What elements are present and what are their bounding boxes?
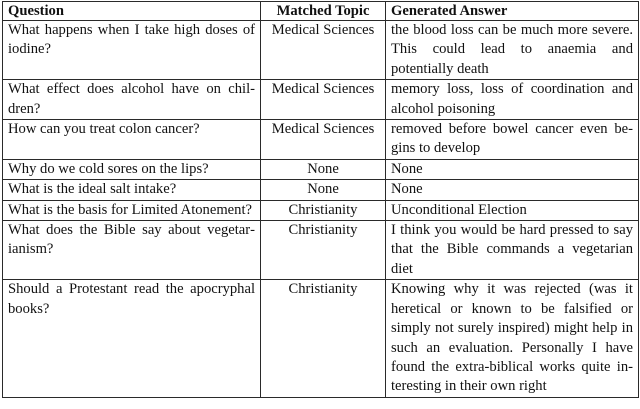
question-cell: What is the basis for Limited Atonement? xyxy=(3,200,261,220)
topic-cell: Medical Sciences xyxy=(261,120,386,160)
table-row xyxy=(3,21,639,80)
header-generated-answer: Generated Answer xyxy=(386,2,639,21)
question-cell: What is the ideal salt intake? xyxy=(3,180,261,200)
answer-cell: Knowing why it was rejected (was it heretical or known to be falsified or simply not surely inspired) might help in such an evaluation. Personally I have found the extra-biblical works quite interesting in their own right xyxy=(386,280,639,397)
table-row xyxy=(3,159,639,179)
topic-cell: Medical Sciences xyxy=(261,21,386,80)
table-row xyxy=(3,280,639,397)
topic-cell: None xyxy=(261,180,386,200)
answer-cell: removed before bowel cancer even begins to develop xyxy=(386,120,639,160)
topic-cell: Christianity xyxy=(261,221,386,280)
qa-results-table xyxy=(2,1,639,398)
question-cell: What does the Bible say about vegetarianism? xyxy=(3,221,261,280)
topic-cell: None xyxy=(261,159,386,179)
table-row xyxy=(3,221,639,280)
topic-cell: Christianity xyxy=(261,200,386,220)
table-row xyxy=(3,80,639,120)
answer-cell: memory loss, loss of coordination and alcohol poisoning xyxy=(386,80,639,120)
table-header xyxy=(3,2,639,21)
question-cell: What happens when I take high doses of iodine? xyxy=(3,21,261,80)
table-body xyxy=(3,21,639,398)
header-question: Question xyxy=(3,2,261,21)
table-row xyxy=(3,120,639,160)
question-cell: How can you treat colon cancer? xyxy=(3,120,261,160)
header-row xyxy=(3,2,639,21)
answer-cell: None xyxy=(386,159,639,179)
table-row xyxy=(3,200,639,220)
table-row xyxy=(3,180,639,200)
answer-cell: the blood loss can be much more severe. This could lead to anaemia and potentially death xyxy=(386,21,639,80)
question-cell: What effect does alcohol have on children? xyxy=(3,80,261,120)
topic-cell: Christianity xyxy=(261,280,386,397)
header-matched-topic: Matched Topic xyxy=(261,2,386,21)
answer-cell: Unconditional Election xyxy=(386,200,639,220)
answer-cell: I think you would be hard pressed to say that the Bible commands a vegetarian diet xyxy=(386,221,639,280)
answer-cell: None xyxy=(386,180,639,200)
topic-cell: Medical Sciences xyxy=(261,80,386,120)
question-cell: Should a Protestant read the apocryphal books? xyxy=(3,280,261,397)
question-cell: Why do we cold sores on the lips? xyxy=(3,159,261,179)
